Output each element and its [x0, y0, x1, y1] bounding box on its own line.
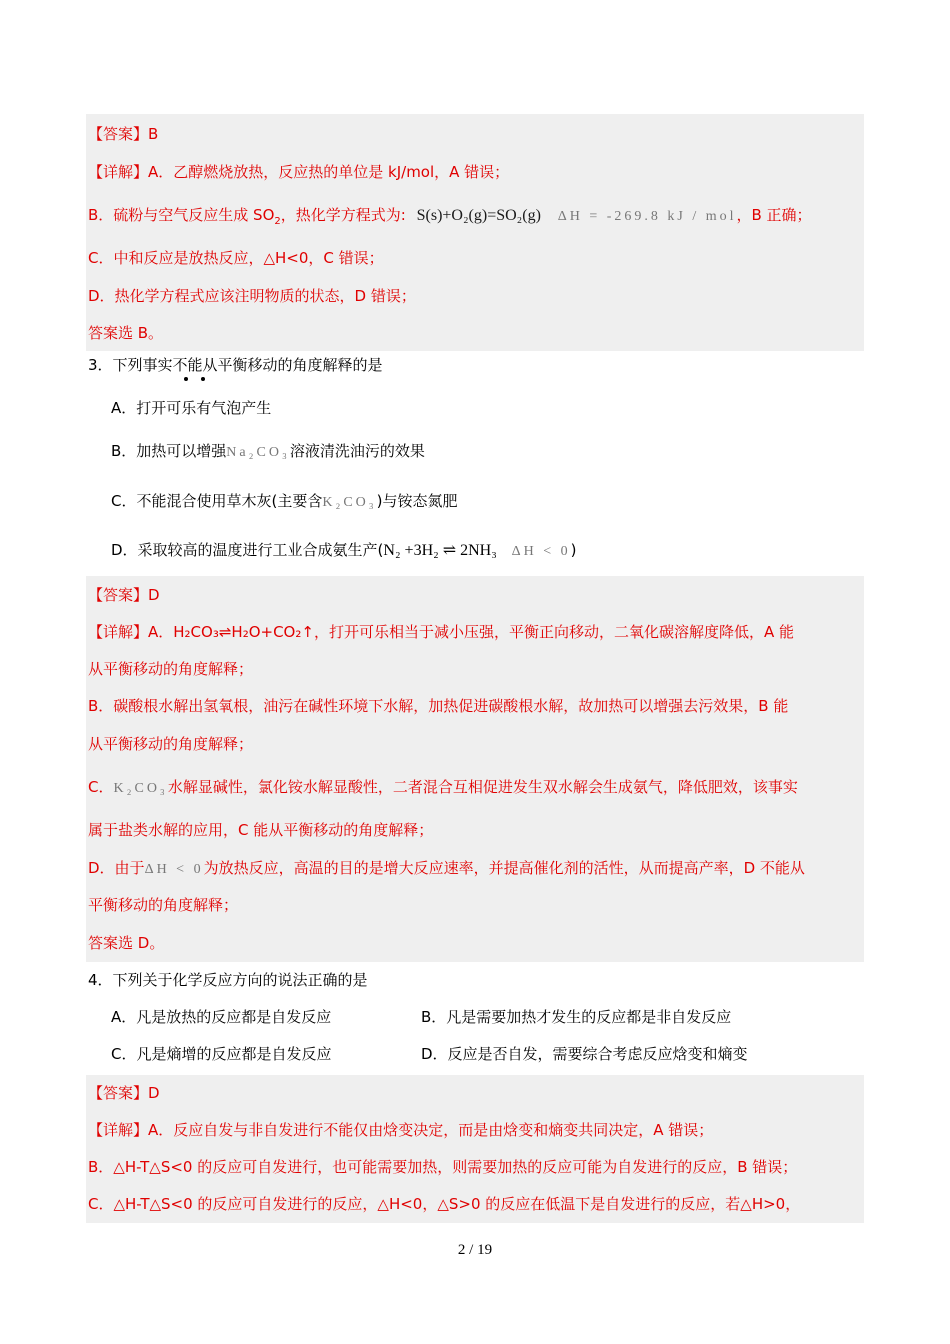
q2-detail-d: D．热化学方程式应该注明物质的状态，D 错误；: [88, 287, 416, 305]
q3-detail-a-line2: 从平衡移动的角度解释；: [88, 660, 254, 678]
q2-detail-a: 【详解】A．乙醇燃烧放热，反应热的单位是 kJ/mol，A 错误；: [88, 163, 510, 181]
q3-final: 答案选 D。: [88, 934, 165, 952]
emphasis-dot: [201, 377, 205, 381]
q3-detail-d-line2: 平衡移动的角度解释；: [88, 896, 239, 914]
q4-detail-c: C．△H-T△S<0 的反应可自发进行的反应，△H<0，△S>0 的反应在低温下是自发进行的反应，若△H>0，: [88, 1195, 801, 1213]
q3-answer: 【答案】D: [88, 586, 160, 604]
q3-option-d: D．采取较高的温度进行工业合成氨生产(N₂ +3H₂ ⇌ 2NH₃ ΔH < 0): [111, 541, 577, 559]
q3-detail-b-line1: B．碳酸根水解出氢氧根，油污在碱性环境下水解，加热促进碳酸根水解，故加热可以增强去污效果，B 能: [88, 697, 789, 715]
q3-option-a: A．打开可乐有气泡产生: [111, 399, 272, 417]
q2-detail-b: B．硫粉与空气反应生成 $SO_2$，热化学方程式为: S(s)+O₂(g)=SO₂(g) ΔH = -269.8 kJ / mol，B 正确；: [88, 206, 812, 227]
q4-option-d: D．反应是否自发，需要综合考虑反应焓变和熵变: [421, 1045, 748, 1063]
q4-detail-b: B．△H-T△S<0 的反应可自发进行，也可能需要加热，则需要加热的反应可能为自发进行的反应，B 错误；: [88, 1158, 798, 1176]
q3-option-b: B．加热可以增强Na₂CO₃溶液清洗油污的效果: [111, 442, 425, 460]
q4-option-a: A．凡是放热的反应都是自发反应: [111, 1008, 332, 1026]
q2-equation: S(s)+O₂(g)=SO₂(g): [416, 207, 541, 224]
q3-detail-a-line1: 【详解】A．H₂CO₃⇌H₂O+CO₂↑，打开可乐相当于减小压强，平衡正向移动，二氧化碳溶解度降低，A 能: [88, 623, 794, 641]
q4-option-b: B．凡是需要加热才发生的反应都是非自发反应: [421, 1008, 732, 1026]
answer-block-q2: [86, 114, 864, 351]
q3-detail-c-line2: 属于盐类水解的应用，C 能从平衡移动的角度解释；: [88, 821, 434, 839]
q4-answer: 【答案】D: [88, 1084, 160, 1102]
page-number: 2 / 19: [457, 1242, 493, 1258]
q3-option-c: C．不能混合使用草木灰(主要含K₂CO₃)与铵态氮肥: [111, 492, 458, 510]
q4-detail-a: 【详解】A．反应自发与非自发进行不能仅由焓变决定，而是由焓变和熵变共同决定，A 错误；: [88, 1121, 714, 1139]
emphasis-dot: [184, 377, 188, 381]
q4-option-c: C．凡是熵增的反应都是自发反应: [111, 1045, 332, 1063]
q3-detail-c-line1: C．K₂CO₃水解显碱性，氯化铵水解显酸性，二者混合互相促进发生双水解会生成氨气，降低肥效，该事实: [88, 778, 798, 796]
q2-final: 答案选 B。: [88, 324, 164, 342]
q3-detail-d-line1: D．由于ΔH < 0为放热反应，高温的目的是增大反应速率，并提高催化剂的活性，从而提高产率，D 不能从: [88, 859, 805, 877]
q2-enthalpy: ΔH = -269.8 kJ / mol: [557, 209, 737, 224]
q2-detail-c: C．中和反应是放热反应，△H<0，C 错误；: [88, 249, 384, 267]
q3-stem: 3．下列事实不能从平衡移动的角度解释的是: [88, 356, 383, 374]
q2-answer: 【答案】B: [88, 125, 159, 143]
q3-detail-b-line2: 从平衡移动的角度解释；: [88, 735, 254, 753]
q4-stem: 4．下列关于化学反应方向的说法正确的是: [88, 971, 368, 989]
